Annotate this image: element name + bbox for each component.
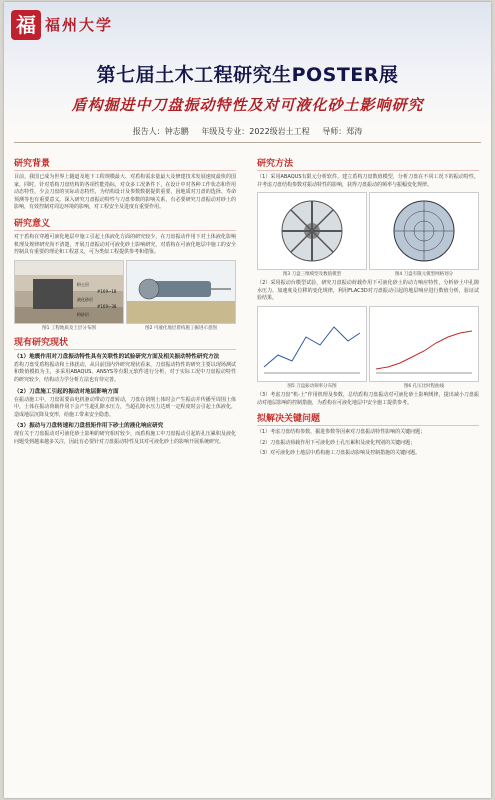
fig1-label-3: 粉砂层 [77, 311, 89, 317]
soil-layer-top [15, 261, 123, 275]
figure-6-pore-pressure [370, 307, 478, 381]
status-heading-3: （3）振动与刀盘转速和刀盘扭矩作用下砂土的液化响应研究 [14, 423, 164, 430]
figure-3-caption: 图3 刀盘三维模型及数值模型 [282, 272, 342, 278]
section-title-methods: 研究方法 [257, 156, 479, 171]
university-logo: 福 [11, 10, 41, 40]
fig2-ground [127, 301, 235, 323]
figure-4-caption: 图4 刀盘有限元模型网格划分 [394, 272, 454, 278]
left-column [14, 152, 236, 450]
figure-1 [14, 260, 124, 331]
figure-5-frequency [258, 307, 366, 381]
method-figures-b [257, 306, 479, 389]
method-figures-a [257, 192, 479, 277]
methods-text-1: （1）采用ABAQUS有限元分析软件，建立盾构刀盘数值模型，分析刀盘在不同工况下的振动特性，并考虑刀盘结构参数对振动特性的影响，获得刀盘振动的频率与振幅变化规律。 [257, 174, 479, 188]
tunnel-section [33, 279, 73, 309]
author-info [4, 126, 491, 137]
section-title-status: 现有研究现状 [14, 335, 236, 350]
fig1-mark-2: #169~38 [97, 303, 117, 309]
status-heading-1: （1）地震作用对刀盘振动特性具有关联性的试验研究方面及相关振动特性研究方法 [14, 353, 220, 360]
section-title-key-problems: 拟解决关键问题 [257, 411, 479, 426]
grade-major: 年级及专业：2022级岩土工程 [201, 127, 310, 136]
fig1-label-2: 液化砂层 [77, 296, 93, 302]
figure-6 [369, 306, 479, 389]
figure-4-mesh [370, 193, 478, 269]
significance-figures [14, 260, 236, 331]
right-column [257, 152, 479, 461]
key-problem-3: （3）对可液化砂土地层中盾构施工刀盘振动影响及控制措施的关键问题。 [257, 450, 421, 457]
section-title-significance: 研究意义 [14, 216, 236, 231]
status-text-1: 盾构刀盘受盾构振动和土体扰动，从目前国内外研究现状看来，刀盘振动特性的研究主要以现场测试和数值模拟为主，多采用ABAQUS、ANSYS等有限元软件进行分析，对于实际工况中刀盘振动特性的研究较少，结构动力学分析方法也有待完善。 [14, 361, 236, 383]
status-text-2: 在振动施工中，刀盘需要由电机驱动带动刀盘转动，刀盘在切削土体时会产生振动并传播至周围土体中，土体在振动荷载作用下会产生超孔隙水压力，当超孔隙水压力达到一定程度时会引起土体液化，造成地层沉降及变形，给施工带来安全隐患。 [14, 396, 236, 418]
figure-2 [126, 260, 236, 331]
section-title-background: 研究背景 [14, 156, 236, 171]
figure-5 [257, 306, 367, 389]
figure-3 [257, 192, 367, 277]
fig6-bg [370, 307, 478, 381]
methods-text-2: （2）采用振动台模型试验，研究刀盘振动荷载作用下可液化砂土的动力响应特性，分析砂土中孔隙水压力、加速度及位移的变化规律，利用FLAC3D对刀盘振动引起的地层响应进行数值分析，验证试验结果。 [257, 280, 479, 302]
figure-5-caption: 图5 刀盘振动频率分布图 [287, 383, 337, 389]
figure-6-caption: 图6 孔压比时程曲线 [403, 383, 445, 389]
fig1-mark-1: #169~18 [97, 288, 117, 294]
background-text: 目前，我国已成为世界上隧道及地下工程规模最大、对盾构需求量最大及修建技术发展速度最快的国家。同时，针对盾构刀盘结构的各项性能指标，对众多工况条件下，在设计中对各种工作状态和作用动态特性，少会刀盘的实际动态特性，为结构设计及参数数据提供重要，因地质对刀盘的选择、寿命预测等也有重要意义。深入研究刀盘振动特性与刀盘参数的影响关系，有必要研究刀盘振动对砂土的影响，有效控制对周边环境的影响，对工程安全及进度有重要作用。 [14, 174, 236, 211]
advisor: 导师：郑涛 [322, 127, 363, 136]
figure-4 [369, 192, 479, 277]
cutterhead [139, 279, 159, 299]
methods-text-3: （3）考虑刀盘“机-土”作用机理及参数，总结盾构刀盘振动对可液化砂土影响规律，提出减小刀盘振动对地层影响的控制措施，为盾构在可液化地层中安全施工提供参考。 [257, 391, 479, 406]
figure-2-tbm [127, 261, 235, 323]
soil-layer-3 [15, 307, 123, 323]
status-text-3: 现有关于刀盘振动对可液化砂土影响的研究相对较少，而盾构施工中刀盘振动引起的孔压累积及液化问题受到越来越多关注，因此有必要针对刀盘振动特性及其对可液化砂土的影响开展系统研究。 [14, 431, 236, 445]
reporter: 报告人：钟志鹏 [132, 127, 189, 136]
figure-1-geology [15, 261, 123, 323]
fig5-bg [258, 307, 366, 381]
figure-1-caption: 图1 工程地质及土层分布图 [42, 325, 96, 331]
key-problem-1: （1）考虑刀盘结构参数、掘进参数等因素对刀盘振动特性影响的关键问题； [257, 429, 426, 436]
fig1-label-1: 粉土层 [77, 281, 89, 287]
figure-2-caption: 图2 可液化地层盾构施工掘进示意图 [145, 325, 217, 331]
key-problem-2: （2）刀盘振动荷载作用下可液化砂土孔压累积及液化判别的关键问题； [257, 439, 416, 446]
status-heading-2: （2）刀盘施工引起的振动对地层影响方面 [14, 388, 119, 395]
poster-header [4, 2, 491, 136]
header-divider [14, 142, 481, 143]
exhibition-title: 第七届土木工程研究生POSTER展 [96, 64, 399, 86]
figure-3-cutterhead [258, 193, 366, 269]
university-name: 福州大学 [45, 16, 114, 34]
research-title: 盾构掘进中刀盘振动特性及对可液化砂土影响研究 [71, 96, 424, 114]
poster [4, 2, 491, 798]
significance-text: 对于盾构在穿越可液化地层中施工引起土体液化方面的研究较少，在刀盘振动作用下对土体液化影响机理及规律研究尚不清楚，开展刀盘振动对可液化砂土影响研究，对盾构在可液化地层中施工的安全控制具有重要的理论和工程意义，可为类似工程提供参考和借鉴。 [14, 233, 236, 256]
